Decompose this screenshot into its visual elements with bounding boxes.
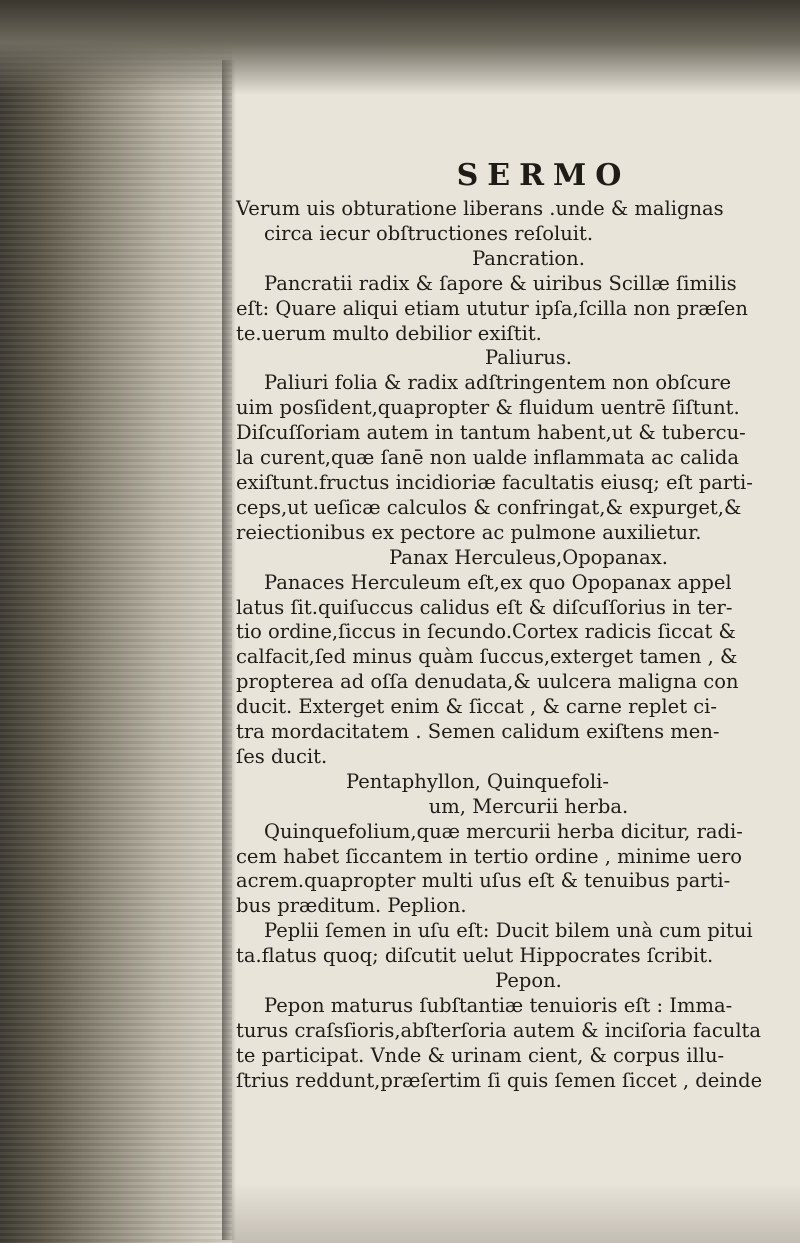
text-line: ducit. Exterget enim & ſiccat , & carne replet ci‑ [236,695,717,719]
text-page [236,125,781,1215]
text-line: latus ſit.quiſuccus calidus eſt & diſcuſſorius in ter‑ [236,595,733,619]
text-line: Diſcuſſoriam autem in tantum habent,ut & tubercu‑ [236,421,746,445]
text-line: turus craſsſioris,abſterſoria autem & inciſoria faculta [236,1018,762,1042]
text-line: Pancratii radix & ſapore & uiribus Scillæ ſimilis [264,271,737,295]
text-line: tra mordacitatem . Semen calidum exiſtens men‑ [236,720,720,744]
text-line: ſtrius reddunt,præſertim ſi quis ſemen ſiccet , deinde [236,1068,763,1092]
section-heading: Panax Herculeus,Opopanax. [389,545,668,569]
text-line: te.uerum multo debilior exiſtit. [236,321,542,345]
section-heading: Pentaphyllon, Quinquefoli‑ [346,769,609,793]
text-line: Panaces Herculeum eſt,ex quo Opopanax appel [264,570,732,594]
text-line: cem habet ſiccantem in tertio ordine , minime uero [236,844,743,868]
text-line: calfacit,ſed minus quàm ſuccus,exterget tamen , & [236,645,738,669]
top-edge-shadow [0,0,800,95]
text-line: exiſtunt.fructus incidioriæ facultatis eiusq; eſt parti‑ [236,470,753,494]
text-line: reiectionibus ex pectore ac pulmone auxilietur. [236,520,702,544]
text-line: tio ordine,ſiccus in ſecundo.Cortex radicis ſiccat & [236,620,736,644]
text-line: ceps,ut ueſicæ calculos & confringat,& expurget,& [236,495,742,519]
text-line: eſt: Quare aliqui etiam ututur ipſa,ſcilla non præſen [236,296,748,320]
running-header: SERMO [456,158,631,193]
text-line: acrem.quapropter multi uſus eſt & tenuibus parti‑ [236,869,731,893]
text-line: ta.flatus quoq; diſcutit uelut Hippocrates ſcribit. [236,944,714,968]
bottom-edge-shade [232,1183,800,1243]
section-heading: Pepon. [495,969,562,993]
text-line: Pepon maturus ſubſtantiæ tenuioris eſt : Imma‑ [264,994,733,1017]
book-binding-edge [0,0,232,1243]
text-line: propterea ad oſſa denudata,& uulcera maligna con [236,670,739,694]
section-heading: um, Mercurii herba. [428,794,629,818]
text-line: ſes ducit. [236,744,328,768]
text-line: Quinquefolium,quæ mercurii herba dicitur, radi‑ [264,819,743,843]
text-line: Paliuri folia & radix adſtringentem non obſcure [264,371,732,395]
text-line: bus præditum. Peplion. [236,894,467,918]
text-line: circa iecur obſtructiones reſoluit. [264,221,594,245]
text-line: Verum uis obturatione liberans .unde & malignas [236,197,724,220]
section-heading: Pancration. [472,246,585,270]
text-line: Peplii ſemen in uſu eſt: Ducit bilem unà cum pitui [264,919,753,943]
body-text [236,197,781,1094]
text-line: uim posſident,quapropter & fluidum uentrē ſiſtunt. [236,396,740,420]
section-heading: Paliurus. [485,346,572,370]
page-gutter-shadow [222,60,236,1240]
text-line: la curent,quæ ſanē non ualde inflammata ac calida [236,446,739,470]
text-line: te participat. Vnde & urinam cient, & corpus illu‑ [236,1043,725,1067]
